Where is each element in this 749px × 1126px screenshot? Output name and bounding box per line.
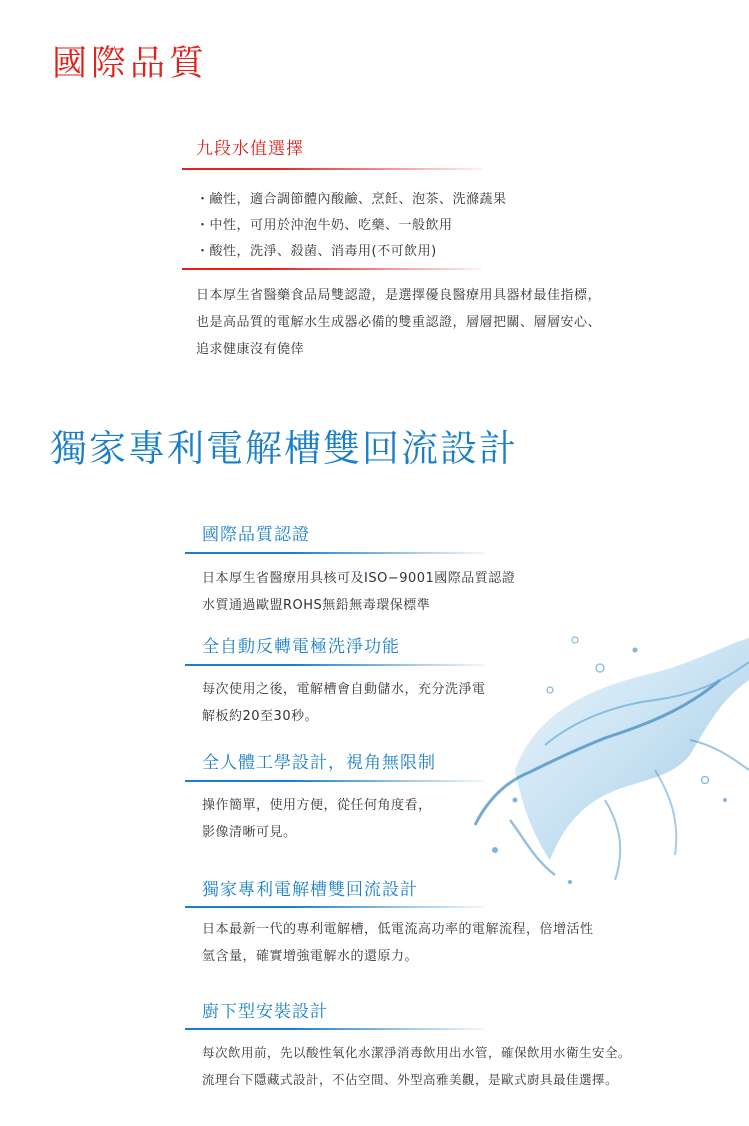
block-line: 影像清晰可見。 [202,825,297,840]
block-text [202,676,486,730]
subtitle-nine-water-levels: 九段水值選擇 [196,139,304,159]
bullet-neutral: ・中性，可用於沖泡牛奶、吃藥、一般飲用 [196,218,453,233]
block-line: 氫含量，確實增強電解水的還原力。 [202,949,419,964]
certification-paragraph [196,282,601,363]
water-splash-image [455,620,749,890]
heading-ergonomic: 全人體工學設計，視角無限制 [202,753,436,773]
block-line: 解板約20至30秒。 [202,709,319,724]
heading-under-sink: 廚下型安裝設計 [202,1002,328,1022]
block-text [202,792,432,846]
block-line: 日本最新一代的專利電解槽，低電流高功率的電解流程，倍增活性 [202,922,594,937]
block-line: 日本厚生省醫療用具核可及ISO−9001國際品質認證 [202,571,516,586]
paragraph-line: 日本厚生省醫藥食品局雙認證，是選擇優良醫療用具器材最佳指標， [196,288,602,303]
block-line: 流理台下隱藏式設計，不佔空間、外型高雅美觀，是歐式廚具最佳選擇。 [202,1072,619,1087]
bullet-acidic: ・酸性，洗淨、殺菌、消毒用(不可飲用) [196,244,437,259]
bullet-alkaline: ・鹼性，適合調節體內酸鹼、烹飪、泡茶、洗滌蔬果 [196,192,507,207]
divider-blue [185,664,485,666]
heading-intl-certification: 國際品質認證 [202,525,310,545]
block-text [202,916,594,970]
divider-blue [185,552,485,554]
divider-top [182,168,482,170]
section-title-patent: 獨家專利電解槽雙回流設計 [50,427,518,470]
heading-auto-clean: 全自動反轉電極洗淨功能 [202,637,400,657]
paragraph-line: 追求健康沒有僥倖 [196,342,305,357]
paragraph-line: 也是高品質的電解水生成器必備的雙重認證，層層把關、層層安心、 [196,315,602,330]
divider-bottom [182,268,482,270]
divider-blue [185,1028,485,1030]
heading-dual-reflow: 獨家專利電解槽雙回流設計 [202,880,418,900]
block-text [202,565,515,619]
block-line: 操作簡單，使用方便，從任何角度看， [202,798,432,813]
section-title-quality: 國際品質 [52,44,209,84]
divider-blue [185,780,485,782]
block-text [202,1039,631,1093]
block-line: 水質通過歐盟ROHS無鉛無毒環保標準 [202,598,431,613]
divider-blue [185,906,485,908]
block-line: 每次使用之後，電解槽會自動儲水，充分洗淨電 [202,682,486,697]
block-line: 每次飲用前，先以酸性氧化水潔淨消毒飲用出水管，確保飲用水衛生安全。 [202,1045,632,1060]
